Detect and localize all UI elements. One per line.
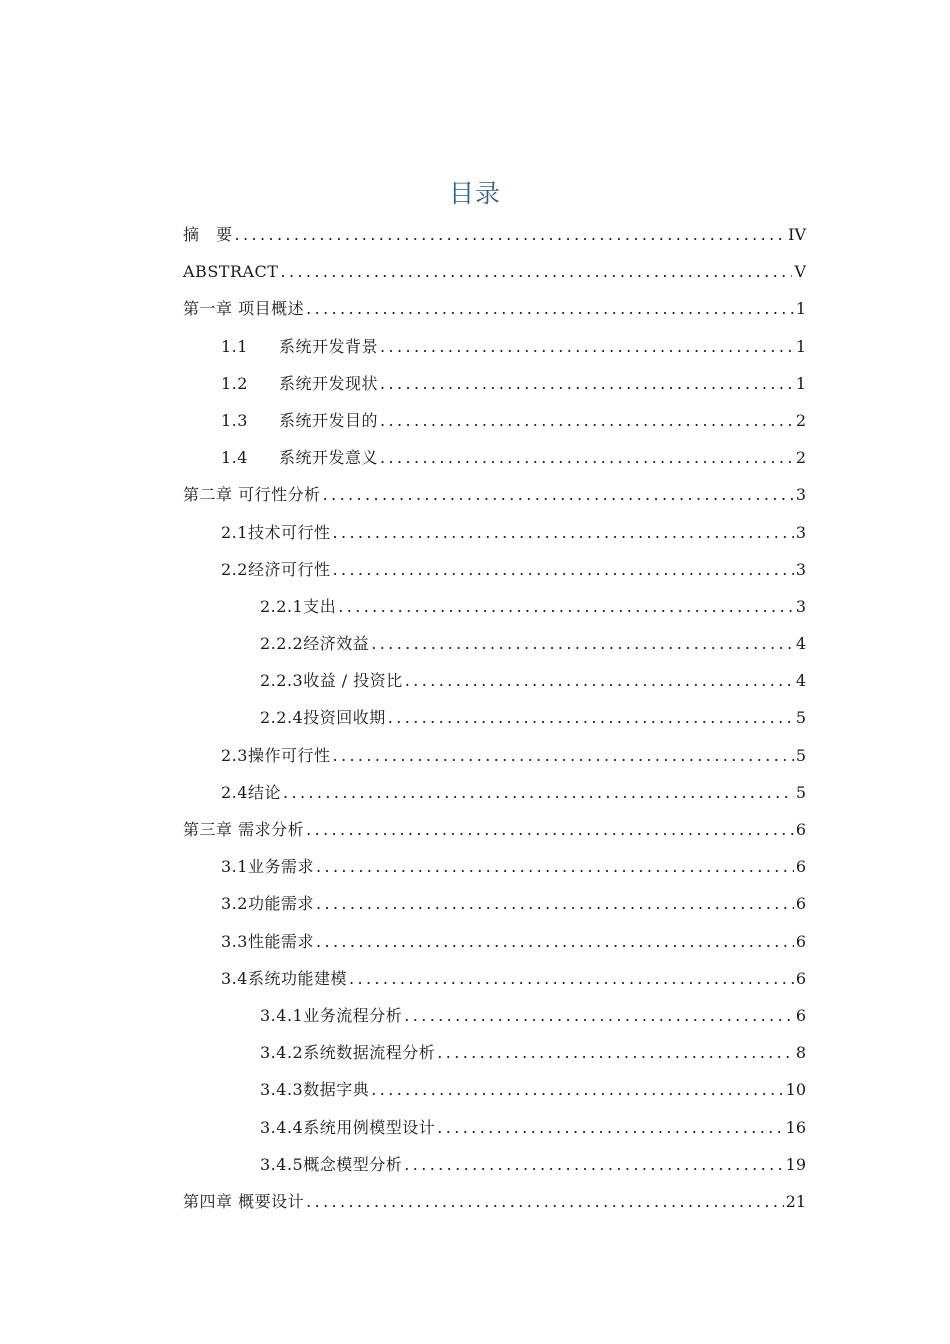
toc-dot-leader: [404, 997, 794, 1034]
toc-entry-text: 经济可行性: [247, 559, 331, 579]
toc-page-number: 3: [795, 596, 806, 616]
toc-entry-number: 1.2: [221, 373, 248, 393]
toc-entry-number: 2.1: [221, 522, 248, 542]
toc-entry-number: 2.2.4: [260, 708, 304, 728]
toc-entry-text: 系统数据流程分析: [303, 1043, 436, 1063]
toc-entry-label: [260, 997, 402, 1034]
toc-dot-leader: [316, 923, 794, 960]
toc-entry-label: [260, 1109, 435, 1146]
toc-entry-label: [260, 699, 386, 736]
toc-entry-text: 经济效益: [303, 634, 370, 654]
toc-entry-label: [221, 885, 314, 922]
toc-entry[interactable]: [183, 1109, 806, 1146]
toc-entry-label: [221, 514, 330, 551]
toc-entry-label: [221, 848, 314, 885]
toc-entry[interactable]: [183, 811, 806, 848]
toc-entry-number: 3.4.3: [260, 1080, 304, 1100]
toc-dot-leader: [332, 514, 793, 551]
toc-entry-number: 3.2: [221, 894, 248, 914]
toc-entry-label: [183, 476, 321, 513]
toc-dot-leader: [437, 1109, 783, 1146]
toc-dot-leader: [332, 551, 793, 588]
toc-dot-leader: [388, 699, 794, 736]
toc-entry-text: 业务需求: [247, 857, 314, 877]
toc-page-number: 6: [795, 1005, 806, 1025]
toc-entry[interactable]: [183, 662, 806, 699]
toc-entry-label: [260, 662, 403, 699]
toc-page-number: 3: [795, 559, 806, 579]
toc-entry-text: 第一章 项目概述: [183, 299, 305, 319]
toc-dot-leader: [371, 1071, 783, 1108]
toc-entry[interactable]: [183, 514, 806, 551]
toc-entry[interactable]: [183, 997, 806, 1034]
toc-entry[interactable]: [183, 328, 806, 365]
toc-entry-label: [221, 551, 330, 588]
toc-entry-number: 1.1: [221, 336, 248, 356]
toc-dot-leader: [323, 476, 794, 513]
toc-page-number: 1: [795, 373, 806, 393]
toc-entry-label: [260, 1034, 435, 1071]
toc-entry-text: 系统功能建模: [247, 968, 347, 988]
toc-entry-number: 2.2.3: [260, 671, 304, 691]
toc-entry-label: [183, 811, 304, 848]
toc-page-number: 5: [795, 745, 806, 765]
toc-entry-text: 业务流程分析: [303, 1005, 403, 1025]
toc-page-number: 2: [795, 448, 806, 468]
toc-entry-number: 1.4: [221, 448, 248, 468]
toc-page-number: 6: [795, 857, 806, 877]
toc-dot-leader: [306, 290, 794, 327]
toc-page-number: 6: [795, 931, 806, 951]
toc-entry-text: 第四章 概要设计: [183, 1191, 305, 1211]
toc-dot-leader: [280, 253, 792, 290]
toc-entry[interactable]: [183, 923, 806, 960]
toc-page-number: 1: [795, 336, 806, 356]
toc-page-number: 6: [795, 894, 806, 914]
toc-page-number: 8: [795, 1043, 806, 1063]
toc-page-number: 3: [795, 522, 806, 542]
toc-entry-text: 投资回收期: [303, 708, 386, 728]
toc-entry[interactable]: [183, 402, 806, 439]
toc-entry[interactable]: [183, 476, 806, 513]
toc-entry[interactable]: [183, 439, 806, 476]
toc-entry-label: [221, 737, 330, 774]
toc-page-number: 3: [795, 485, 806, 505]
toc-dot-leader: [380, 328, 794, 365]
toc-entry-text: 摘 要: [183, 225, 233, 244]
toc-dot-leader: [380, 439, 794, 476]
toc-entry-text: 系统用例模型设计: [303, 1117, 436, 1137]
toc-entry[interactable]: [183, 774, 806, 811]
toc-entry-text: 第三章 需求分析: [183, 820, 305, 839]
toc-entry[interactable]: [183, 216, 806, 253]
toc-page-number: IV: [788, 225, 806, 244]
toc-entry[interactable]: [183, 885, 806, 922]
toc-entry-label: [221, 774, 281, 811]
toc-title: 目录: [448, 179, 501, 208]
toc-page-number: V: [794, 262, 806, 282]
toc-entry-number: 2.2.2: [260, 634, 304, 654]
toc-list: [183, 216, 806, 1220]
toc-dot-leader: [338, 588, 794, 625]
toc-entry[interactable]: [183, 848, 806, 885]
toc-page-number: 16: [785, 1117, 806, 1137]
toc-entry-label: [260, 1071, 369, 1108]
toc-page-number: 1: [795, 299, 806, 319]
toc-entry-label: [221, 960, 347, 997]
toc-entry-label: [183, 1183, 304, 1220]
toc-page-number: 4: [795, 671, 806, 691]
toc-entry-number: 3.1: [221, 857, 248, 877]
toc-entry-text: 系统开发意义: [279, 448, 379, 468]
toc-entry-text: 收益 / 投资比: [303, 671, 403, 691]
toc-entry-text: 操作可行性: [247, 745, 331, 765]
toc-entry[interactable]: [183, 365, 806, 402]
toc-page-number: 4: [795, 634, 806, 654]
toc-entry-number: 1.3: [221, 410, 248, 430]
toc-entry-label: [183, 253, 278, 290]
toc-entry-text: 功能需求: [247, 894, 314, 914]
toc-entry[interactable]: [183, 588, 806, 625]
toc-entry-label: [221, 923, 314, 960]
toc-dot-leader: [380, 365, 794, 402]
toc-entry-label: [183, 290, 304, 327]
toc-entry[interactable]: [183, 551, 806, 588]
toc-dot-leader: [437, 1034, 794, 1071]
toc-entry-text: 系统开发现状: [279, 373, 379, 393]
toc-page-number: 5: [795, 708, 806, 728]
toc-entry-number: 2.4: [221, 782, 248, 802]
toc-entry[interactable]: [183, 1034, 806, 1071]
toc-entry[interactable]: [183, 1071, 806, 1108]
toc-entry-number: 2.2.1: [260, 596, 304, 616]
toc-entry[interactable]: [183, 960, 806, 997]
toc-entry-number: 3.4.2: [260, 1043, 304, 1063]
toc-entry-number: 3.4.1: [260, 1005, 304, 1025]
toc-entry-number: 3.4.5: [260, 1154, 304, 1174]
toc-dot-leader: [235, 216, 787, 253]
toc-entry[interactable]: [183, 1146, 806, 1183]
toc-entry[interactable]: [183, 699, 806, 736]
toc-entry-text: ABSTRACT: [183, 262, 279, 282]
toc-dot-leader: [371, 625, 794, 662]
toc-entry-number: 3.4: [221, 968, 248, 988]
toc-dot-leader: [316, 885, 794, 922]
toc-entry-text: 结论: [247, 782, 281, 802]
toc-page-number: 6: [795, 968, 806, 988]
toc-entry-text: 数据字典: [303, 1080, 370, 1100]
toc-entry-number: 3.4.4: [260, 1117, 304, 1137]
toc-entry[interactable]: [183, 290, 806, 327]
toc-dot-leader: [404, 1146, 783, 1183]
toc-entry[interactable]: [183, 625, 806, 662]
toc-entry-label: [260, 625, 369, 662]
toc-page-number: 2: [795, 410, 806, 430]
toc-entry-number: 3.3: [221, 931, 248, 951]
toc-dot-leader: [306, 811, 794, 848]
toc-page-number: 21: [785, 1191, 806, 1211]
toc-entry-label: [221, 402, 378, 439]
toc-entry-text: 系统开发背景: [279, 336, 379, 356]
toc-entry-text: 技术可行性: [247, 522, 331, 542]
toc-page-number: 6: [795, 820, 806, 839]
toc-entry-label: [183, 216, 233, 253]
toc-dot-leader: [332, 737, 793, 774]
toc-dot-leader: [306, 1183, 784, 1220]
toc-dot-leader: [283, 774, 794, 811]
toc-page-number: 19: [785, 1154, 806, 1174]
toc-entry[interactable]: [183, 737, 806, 774]
toc-dot-leader: [380, 402, 794, 439]
toc-dot-leader: [349, 960, 794, 997]
toc-entry-text: 系统开发目的: [279, 410, 379, 430]
toc-dot-leader: [316, 848, 794, 885]
toc-entry-text: 支出: [303, 596, 337, 616]
toc-entry-label: [221, 328, 378, 365]
toc-entry-text: 概念模型分析: [303, 1154, 403, 1174]
toc-entry-text: 第二章 可行性分析: [183, 485, 321, 505]
toc-page-number: 10: [785, 1080, 806, 1100]
toc-entry-number: 2.3: [221, 745, 248, 765]
toc-entry-label: [221, 439, 378, 476]
toc-page-number: 5: [795, 782, 806, 802]
toc-entry[interactable]: [183, 253, 806, 290]
toc-entry-label: [260, 588, 336, 625]
toc-entry[interactable]: [183, 1183, 806, 1220]
toc-dot-leader: [405, 662, 794, 699]
toc-entry-text: 性能需求: [247, 931, 314, 951]
toc-entry-number: 2.2: [221, 559, 248, 579]
toc-entry-label: [260, 1146, 402, 1183]
toc-entry-label: [221, 365, 378, 402]
